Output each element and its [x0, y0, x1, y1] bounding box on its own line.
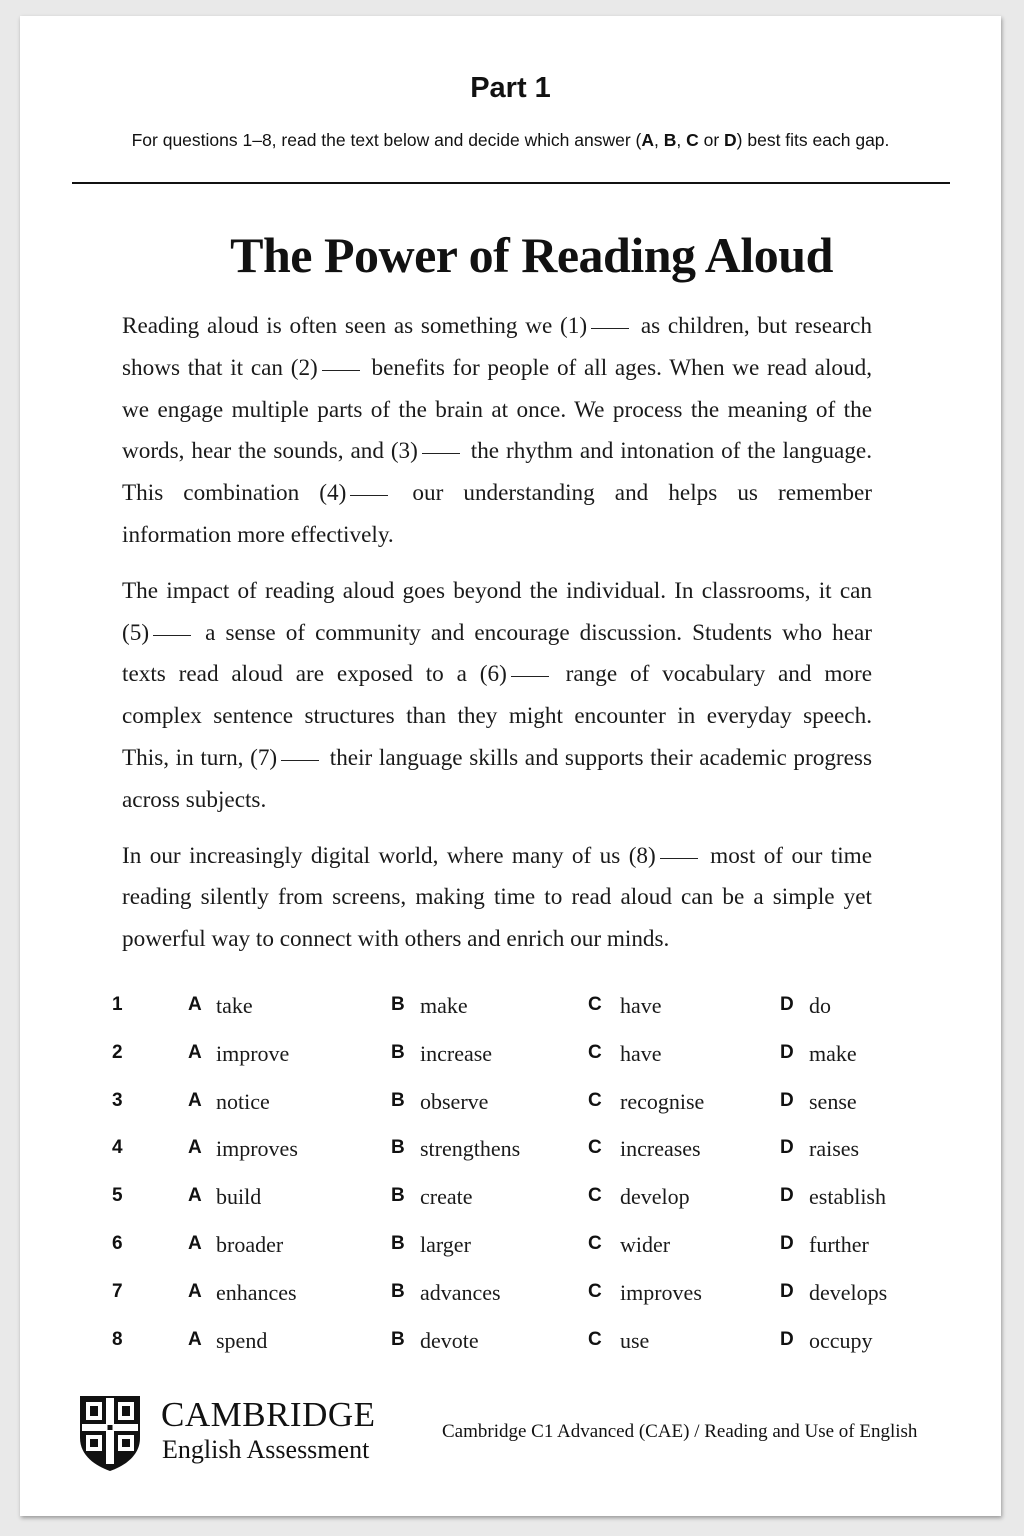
option-letter-c: C: [588, 1280, 602, 1302]
option-letter-d: D: [780, 1185, 794, 1207]
option-b[interactable]: increase: [420, 1040, 493, 1066]
gap-7: [281, 760, 319, 761]
option-letter-a: A: [188, 994, 202, 1015]
article-paragraph-1: Reading aloud is often seen as something we (1) as children, but research shows that it can (2) benefits for people of all ages. When we read aloud, we engage multiple parts of the brain at once. We process the meaning of the words, hear the sounds, and (3) the rhythm and intonation of the language. This combination (4) our understanding and helps us remember information more effectively.: [122, 313, 873, 548]
option-letter-d: D: [780, 1328, 794, 1350]
gap-label-2: (2): [290, 354, 318, 381]
option-letter-d: D: [780, 994, 794, 1015]
gap-3: [422, 453, 460, 454]
part-title: Part 1: [470, 72, 551, 104]
option-b[interactable]: advances: [420, 1279, 501, 1305]
option-a[interactable]: broader: [216, 1231, 284, 1257]
option-letter-b: B: [391, 1137, 405, 1159]
gap-label-1: (1): [560, 313, 588, 339]
instructions-letter-d: D: [724, 130, 737, 150]
question-number: 3: [112, 1089, 123, 1111]
article-paragraph-3: In our increasingly digital world, where many of us (8) most of our time reading silently from screens, making time to read aloud can be a simple yet powerful way to connect with others and enrich our minds.: [122, 842, 872, 953]
question-number: 6: [112, 1232, 123, 1254]
option-letter-c: C: [588, 1328, 602, 1350]
option-b[interactable]: devote: [420, 1327, 479, 1353]
option-letter-d: D: [780, 1089, 794, 1111]
option-a[interactable]: spend: [216, 1327, 268, 1353]
question-number: 7: [112, 1280, 123, 1302]
option-letter-b: B: [391, 1041, 405, 1063]
option-d[interactable]: do: [809, 993, 831, 1018]
option-d[interactable]: sense: [809, 1088, 857, 1114]
question-number: 5: [112, 1185, 123, 1207]
option-letter-b: B: [391, 1280, 405, 1302]
gap-8: [660, 858, 698, 859]
option-b[interactable]: larger: [420, 1231, 471, 1257]
article-paragraph-2: The impact of reading aloud goes beyond the individual. In classrooms, it can (5) a sense of community and encourage discussion. Students who hear texts read aloud are exposed to a (6) range of vocabulary and more complex sentence structures than they might encounter in everyday speech. This, in turn, (7) their language skills and supports their academic progress across subjects.: [122, 577, 872, 813]
option-c[interactable]: improves: [620, 1279, 702, 1305]
option-letter-d: D: [780, 1232, 794, 1254]
option-c[interactable]: have: [620, 993, 662, 1018]
question-row: [20, 984, 1001, 1032]
divider-line: [72, 182, 950, 184]
option-letter-b: B: [391, 994, 405, 1015]
option-a[interactable]: enhances: [216, 1279, 297, 1305]
instructions-letter-b: B: [663, 130, 677, 150]
question-number: 2: [112, 1041, 123, 1063]
question-number: 4: [112, 1137, 123, 1159]
article-body: [122, 306, 872, 975]
question-row: [20, 1032, 1001, 1080]
gap-1: [591, 328, 629, 329]
option-c[interactable]: have: [620, 1040, 662, 1066]
gap-label-8: (8): [628, 842, 656, 869]
option-a[interactable]: improves: [216, 1136, 298, 1162]
question-row: [20, 1175, 1001, 1223]
brand-name: CAMBRIDGE: [161, 1395, 376, 1434]
brand-subtitle: English Assessment: [162, 1435, 370, 1464]
gap-label-3: (3): [390, 438, 418, 465]
option-letter-a: A: [188, 1041, 202, 1063]
gap-5: [153, 635, 191, 636]
option-c[interactable]: recognise: [620, 1088, 705, 1114]
question-number: 1: [112, 994, 123, 1015]
gap-label-5: (5): [122, 619, 150, 646]
gap-label-7: (7): [250, 744, 278, 771]
question-row: [20, 1223, 1001, 1271]
instructions-letter-c: C: [686, 130, 699, 150]
option-letter-c: C: [588, 1041, 602, 1063]
option-d[interactable]: occupy: [809, 1327, 873, 1353]
option-d[interactable]: establish: [809, 1184, 886, 1210]
option-c[interactable]: wider: [620, 1231, 671, 1257]
option-letter-a: A: [188, 1185, 202, 1207]
instructions-text: For questions 1–8, read the text below and decide which answer (: [131, 130, 642, 150]
instructions-text: ) best fits each gap.: [736, 130, 890, 150]
article-title: The Power of Reading Aloud: [230, 227, 833, 283]
option-d[interactable]: make: [809, 1040, 857, 1066]
question-row: [20, 1127, 1001, 1175]
cambridge-shield-icon: [78, 1394, 142, 1472]
question-row: [20, 1319, 1001, 1367]
option-letter-b: B: [391, 1089, 405, 1111]
option-letter-a: A: [188, 1328, 202, 1350]
option-d[interactable]: develops: [809, 1279, 888, 1305]
option-b[interactable]: strengthens: [420, 1136, 521, 1162]
instructions-separator: ,: [653, 130, 664, 150]
option-a[interactable]: build: [216, 1184, 262, 1210]
instructions-separator: ,: [676, 130, 687, 150]
option-d[interactable]: raises: [809, 1136, 860, 1162]
gap-label-6: (6): [479, 661, 507, 688]
answer-options: [20, 984, 1001, 1366]
option-a[interactable]: improve: [216, 1040, 290, 1066]
instructions-letter-a: A: [641, 130, 654, 150]
option-letter-b: B: [391, 1232, 405, 1254]
gap-4: [350, 495, 388, 496]
option-letter-b: B: [391, 1328, 405, 1350]
option-letter-c: C: [588, 1137, 602, 1159]
option-letter-c: C: [588, 1232, 602, 1254]
question-row: [20, 1271, 1001, 1319]
option-letter-d: D: [780, 1041, 794, 1063]
option-letter-d: D: [780, 1137, 794, 1159]
question-number: 8: [112, 1328, 123, 1350]
option-letter-c: C: [588, 994, 602, 1015]
option-letter-a: A: [188, 1232, 202, 1254]
option-letter-d: D: [780, 1280, 794, 1302]
option-b[interactable]: create: [420, 1184, 473, 1210]
instructions: [20, 130, 1001, 151]
option-letter-a: A: [188, 1089, 202, 1111]
exam-note: Cambridge C1 Advanced (CAE) / Reading and Use of English: [442, 1421, 918, 1442]
option-a[interactable]: take: [216, 993, 253, 1018]
option-c[interactable]: use: [620, 1327, 650, 1353]
option-letter-a: A: [188, 1280, 202, 1302]
option-b[interactable]: make: [420, 993, 468, 1018]
option-c[interactable]: develop: [620, 1184, 690, 1210]
option-letter-b: B: [391, 1185, 405, 1207]
option-b[interactable]: observe: [420, 1088, 489, 1114]
option-letter-c: C: [588, 1089, 602, 1111]
option-letter-c: C: [588, 1185, 602, 1207]
instructions-separator: or: [698, 130, 725, 150]
gap-label-4: (4): [319, 480, 347, 507]
exam-page: [20, 16, 1001, 1516]
option-c[interactable]: increases: [620, 1136, 701, 1162]
gap-6: [511, 676, 549, 677]
option-a[interactable]: notice: [216, 1088, 270, 1114]
gap-2: [322, 370, 360, 371]
option-d[interactable]: further: [809, 1231, 869, 1257]
question-row: [20, 1080, 1001, 1128]
option-letter-a: A: [188, 1137, 202, 1159]
